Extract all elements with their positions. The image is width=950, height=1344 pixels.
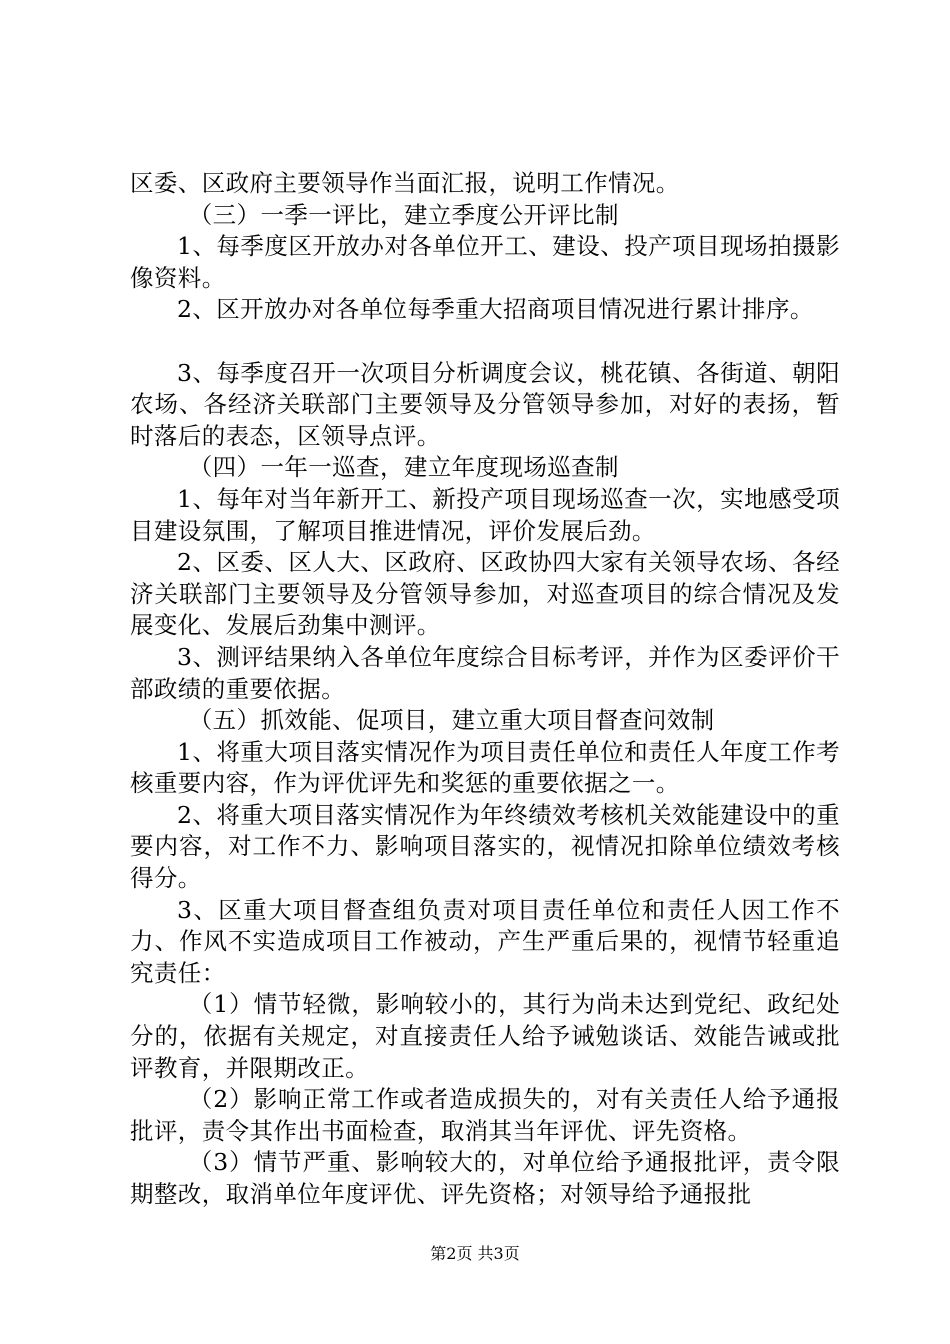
- paragraph: 2、区委、区人大、区政府、区政协四大家有关领导农场、各经济关联部门主要领导及分管领导参加，对巡查项目的综合情况及发展变化、发展后劲集中测评。: [130, 548, 840, 640]
- page-number: 第2页 共3页: [430, 1244, 520, 1263]
- paragraph: 3、每季度召开一次项目分析调度会议，桃花镇、各街道、朝阳农场、各经济关联部门主要领导及分管领导参加，对好的表扬，暂时落后的表态，区领导点评。: [130, 358, 840, 450]
- sub-item-1: （1）情节轻微，影响较小的，其行为尚未达到党纪、政纪处分的，依据有关规定，对直接责任人给予诫勉谈话、效能告诫或批评教育，并限期改正。: [130, 990, 840, 1082]
- section-heading-3: （三）一季一评比，建立季度公开评比制: [188, 200, 619, 229]
- paragraph: 1、每年对当年新开工、新投产项目现场巡查一次，实地感受项目建设氛围，了解项目推进情况，评价发展后劲。: [130, 484, 840, 545]
- document-body: [130, 168, 840, 1211]
- section-heading-5: （五）抓效能、促项目，建立重大项目督查问效制: [188, 706, 715, 735]
- paragraph-continuation: 区委、区政府主要领导作当面汇报，说明工作情况。: [130, 169, 680, 197]
- paragraph: 1、每季度区开放办对各单位开工、建设、投产项目现场拍摄影像资料。: [130, 232, 840, 292]
- paragraph: 3、测评结果纳入各单位年度综合目标考评，并作为区委评价干部政绩的重要依据。: [130, 642, 840, 703]
- section-heading-4: （四）一年一巡查，建立年度现场巡查制: [188, 453, 619, 482]
- sub-item-3: （3）情节严重、影响较大的，对单位给予通报批评，责令限期整改，取消单位年度评优、评先资格；对领导给予通报批: [130, 1148, 840, 1208]
- paragraph: 1、将重大项目落实情况作为项目责任单位和责任人年度工作考核重要内容，作为评优评先和奖惩的重要依据之一。: [130, 737, 840, 798]
- page-footer: [0, 1244, 950, 1264]
- paragraph: 3、区重大项目督查组负责对项目责任单位和责任人因工作不力、作风不实造成项目工作被动，产生严重后果的，视情节轻重追究责任：: [130, 895, 840, 987]
- blank-line: [130, 326, 840, 358]
- sub-item-2: （2）影响正常工作或者造成损失的，对有关责任人给予通报批评，责令其作出书面检查，取消其当年评优、评先资格。: [130, 1085, 840, 1145]
- paragraph: 2、将重大项目落实情况作为年终绩效考核机关效能建设中的重要内容，对工作不力、影响项目落实的，视情况扣除单位绩效考核得分。: [130, 800, 840, 893]
- paragraph: 2、区开放办对各单位每季重大招商项目情况进行累计排序。: [177, 295, 814, 324]
